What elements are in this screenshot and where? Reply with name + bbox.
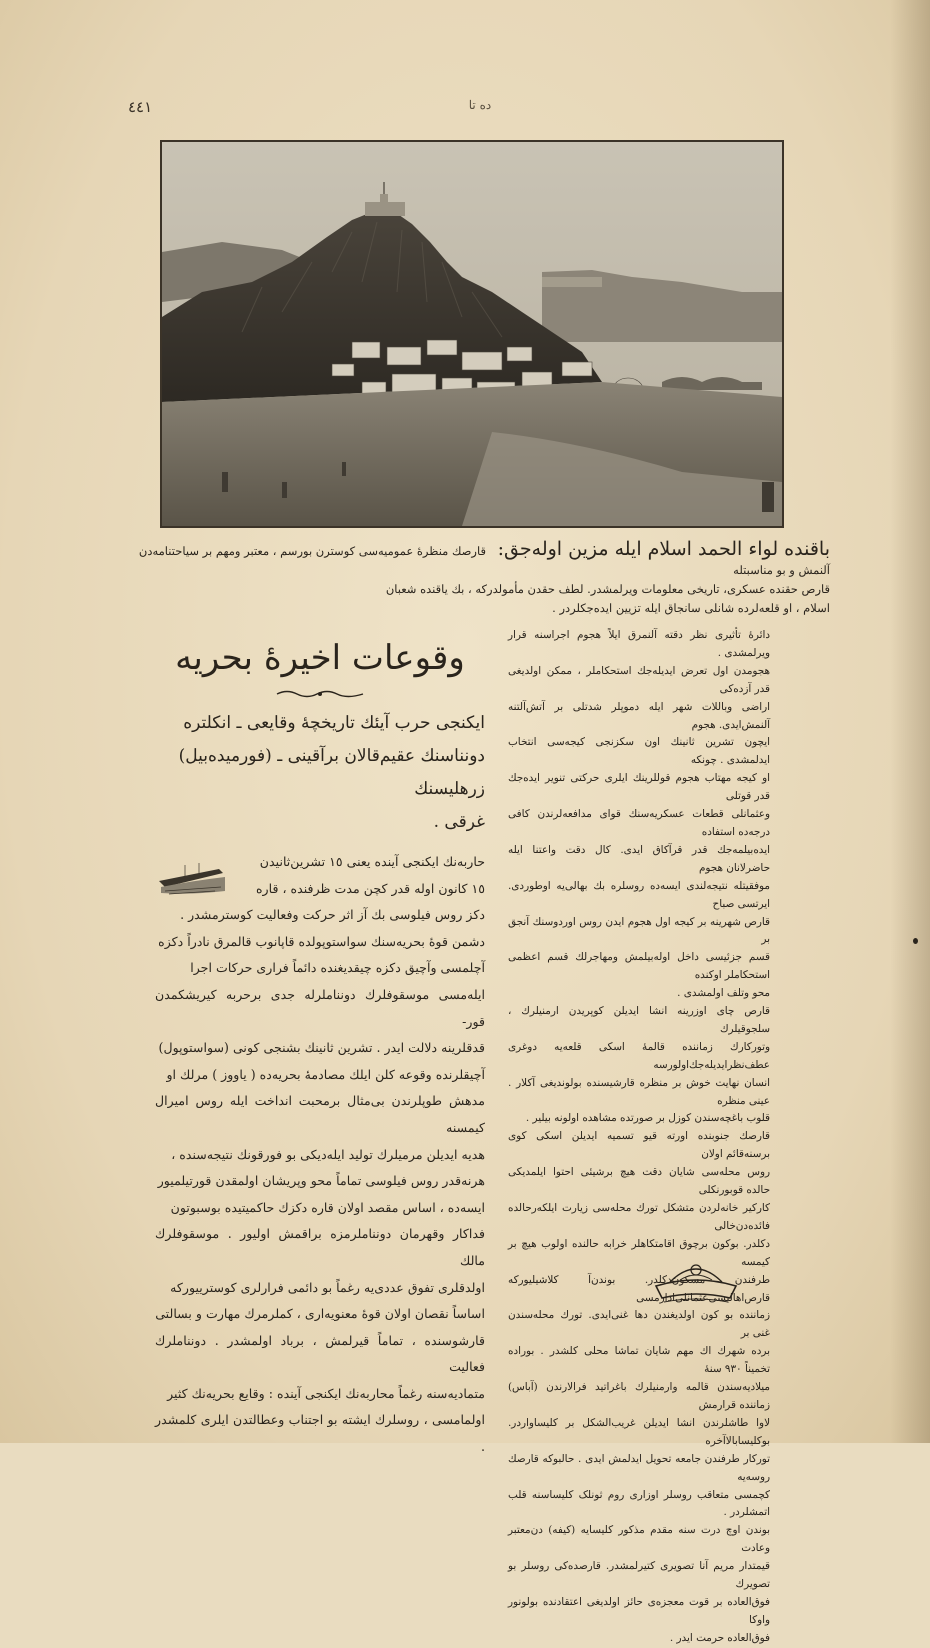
kars-line-10: محو وتلف اولمشدی . bbox=[677, 987, 770, 1000]
end-ornament-icon bbox=[650, 1252, 742, 1314]
article-line-8: مدهش طوپلرندن بی‌مثال برمحبت انداخت ایله روس امیرال کیمسنه bbox=[155, 1093, 485, 1135]
subhead-line-2: دونناسنك عقیم‌قالان برآقینی ـ (فورمیده‌بیل) زرهلیسنك bbox=[178, 746, 485, 799]
caption-text-2: قارص حقنده عسکری، تاریخی معلومات ویرلمشدر. لطف حقدن مأمولدرکه ، بك یاقنده شعبان bbox=[385, 582, 830, 596]
section-title: وقوعات اخیرهٔ بحریه bbox=[175, 638, 465, 678]
kars-line-16: روس محله‌سی شایان دقت هیچ برشیئی احتوا ایلمدیکی حالده قوبورنکلی bbox=[508, 1166, 770, 1197]
article-line-6: قدقلرینه دلالت ایدر . تشرین ثانینك بشنجی کونی (سواستوپول) bbox=[158, 1040, 485, 1056]
article-line-14: اساساً نقصان اولان قوهٔ معنویه‌اری ، کملرمرك مهارت و بسالتی bbox=[155, 1306, 485, 1322]
article-line-16: متمادیه‌سنه رغماً محاربه‌نك ایکنجی آینده : وقایع بحریه‌نك کثیر bbox=[167, 1385, 485, 1401]
kars-line-14: قلوب باغچه‌سندن کوزل بر صورتده مشاهده اولونه بیلیر . bbox=[525, 1112, 770, 1125]
naval-events-article bbox=[155, 625, 485, 1461]
article-line-12: فداکار وقهرمان دونناملرمزه براقمش اولیور . موسقوفلرك مالك bbox=[155, 1226, 485, 1268]
article-line-15: قارشوسنده ، تماماً قیرلمش ، برباد اولمشدر . دونناملرك فعالیت bbox=[155, 1332, 485, 1375]
kars-line-7: موفقیتله نتیجه‌لندی ایسه‌ده روسلره بك بهالی‌یه اوطوردی. ایرتسی صباح bbox=[508, 879, 770, 910]
kars-line-29: فوق‌العاده حرمت ایدر . bbox=[669, 1631, 770, 1644]
caption-text-3: اسلام ، او قلعه‌لرده شانلی سانجاق ایله تزیین ایده‌جکلردر . bbox=[552, 601, 830, 615]
kars-line-2: اراضی وباللات شهر ایله دموپلر شدتلی بر آتش‌آلتنه آلنمش‌ایدی. هجوم bbox=[508, 700, 770, 731]
margin-dot bbox=[913, 938, 918, 944]
kars-line-22: میلادیه‌سندن قالمه وارمنیلرك باغراتید فرالارندن (آباس) زماننده قرارمش bbox=[508, 1381, 770, 1411]
article-line-5: ایله‌مسی موسقوفلرك دونناملرله جدی برحربه کیریشکمدن قور- bbox=[155, 986, 485, 1029]
kars-citadel-photo bbox=[160, 140, 784, 528]
kars-line-8: قارص شهرینه بر کیجه اول هجوم ایدن روس اوردوسنك آنجق بر bbox=[508, 915, 770, 946]
subhead-line-3: غرقی . bbox=[433, 812, 485, 832]
article-line-17: اولمامسی ، روسلرك ایشته بو اجتناب وعطالتدن ایلری کلمشدر . bbox=[155, 1412, 485, 1455]
ornament-rule-icon bbox=[275, 689, 365, 699]
article-line-7: آچیقلرنده وقوعه کلن ایلك مصادمهٔ بحریه‌ده ( یاووز ) مرلك او bbox=[166, 1066, 485, 1082]
kars-line-17: کارکیر خانه‌لردن متشکل تورك محله‌سی زیارت ایلکه‌رحالده فائده‌دن‌خالی bbox=[508, 1202, 770, 1232]
caption-lead: باقنده لواء الحمد اسلام ایله مزین اوله‌جق: bbox=[497, 538, 830, 560]
photo-caption bbox=[130, 540, 830, 618]
kars-line-4: او کیجه مهتاب هجوم قوللرینك ایلری حرکتی تنویر ایده‌جك قدر قوتلی bbox=[508, 772, 770, 803]
kars-line-23: لاوا طاشلرندن انشا ایدیلن غریب‌الشکل بر کلیسا‌واردر. بوکلیسابالاآخره bbox=[508, 1416, 770, 1447]
kars-line-1: هجومدن اول تعرض ایدیله‌جك استحکاملر ، ممکن اولدیغی قدر آزده‌کی bbox=[508, 664, 770, 695]
ship-vignette-icon bbox=[155, 851, 227, 897]
kars-line-11: قارص چای اوزرینه انشا ایدیلن کوپریدن ارمنیلرك ، سلجوقیلرك bbox=[508, 1005, 770, 1035]
article-line-10: هرنه‌قدر روس فیلوسی تماماً محو وپریشان اولمقدن قورتیلمیور bbox=[157, 1173, 485, 1189]
kars-line-15: قارصك جنوبنده اورته قیو تسمیه ایدیلن اسکی کوی برسنه‌قائم اولان bbox=[508, 1130, 770, 1161]
kars-line-20: زماننده بو کون اولدیغندن دها غنی‌ایدی. تورك محله‌سندن غنی بر bbox=[508, 1309, 770, 1340]
caption-line-1 bbox=[130, 540, 830, 580]
kars-line-0: دائرهٔ تأثیری نظر دقته آلنمرق ایلاً هجوم اجراسنه قرار ویرلمشدی . bbox=[508, 629, 770, 659]
subhead-line-1: ایکنجی حرب آیئك تاریخچهٔ وقایعی ـ انکلتره bbox=[183, 713, 485, 733]
kars-line-28: فوق‌العاده بر قوت معجزه‌ی حائز اولدیغی اعتقادنده بولونور واوکا bbox=[508, 1595, 770, 1626]
kars-line-21: برده شهرك اك مهم شایان تماشا محلی کلشدر . بوراده تخمیناً ٩٣٠ سنهٔ bbox=[508, 1345, 770, 1376]
caption-text-1: قارصك منظرهٔ عمومیه‌سی کوسترن بورسم ، معتبر ومهم بر سیاحتنامه‌دن آلنمش و بو مناسبتله bbox=[138, 544, 830, 577]
kars-line-24: تورکار طرفندن جامعه تحویل ایدلمش ایدی . حالبوکه قارصك روسه‌یه bbox=[508, 1452, 770, 1483]
article-line-0: حاربه‌نك ایکنجی آینده یعنی ١٥ تشرین‌ثانیدن bbox=[259, 854, 485, 869]
article-line-1: ١٥ کانون اوله قدر کچن مدت ظرفنده ، قاره bbox=[255, 880, 485, 896]
kars-line-26: بوندن اوچ درت سنه مقدم مذکور کلیسایه (کیفه) دن‌معتبر وعادت bbox=[508, 1524, 770, 1555]
page-number: ٤٤١ bbox=[128, 98, 153, 116]
article-line-4: آچلمسی وآچیق دکزه چیقدیغنده دائماً فراری حرکات اجرا bbox=[190, 960, 485, 976]
kars-line-3: ایچون تشرین ثانینك اون سکزنجی کیجه‌سی انتخاب ایدلمشدی . چونکه bbox=[508, 736, 770, 767]
kars-line-25: کچمسی متعاقب روسلر اوزاری روم ثونلک کلیساسنه قلب اتمشلردر . bbox=[508, 1488, 770, 1519]
kars-line-19: طرفندن مسکون‌دکلدر. بوندن‌آ کلاشیلیورکه قارص‌اهالیسی‌عثمانلی‌ادارمسی bbox=[508, 1273, 770, 1304]
kars-line-18: دکلدر. بوکون برچوق اقامتکاهلر خرابه حالنده اولوب هیچ بر کیمسه bbox=[508, 1237, 770, 1268]
kars-article-continuation bbox=[508, 627, 770, 1648]
article-line-3: دشمن قوهٔ بحریه‌سنك سواستوپولده قاپانوب قالمرق نادراً دکزه bbox=[158, 933, 485, 949]
kars-line-12: وتورکارك زماننده قالمهٔ اسکی قلعه‌یه دوغری عطف‌نظرایدیله‌جك‌اولورسه bbox=[508, 1040, 770, 1071]
kars-line-6: ایده‌بیلمه‌جك قدر قرآکاق ایدی. کال دقت واعتنا ایله حاضرلانان هجوم bbox=[508, 843, 770, 874]
kars-line-5: وعثمانلی قطعات عسکریه‌سنك قوای مدافعه‌لرندن کافی درجه‌ده استفاده bbox=[508, 808, 770, 838]
kars-line-27: قیمتدار مریم آنا تصویری کتیرلمشدر. قارصده‌کی روسلر بو تصویرك bbox=[508, 1560, 770, 1591]
article-body bbox=[155, 849, 485, 1461]
article-line-11: ایسه‌ده ، اساس مقصد اولان قاره دکزك حاکمیتیده بوسبوتون bbox=[170, 1199, 485, 1215]
article-line-13: اولدقلری تفوق عددی‌یه رغماً بو دائمی فرارلری کوسترییورکه bbox=[170, 1279, 485, 1295]
article-line-2: دکز روس فیلوسی بك آز اثر حرکت وفعالیت کوسترمشدر . bbox=[180, 907, 485, 923]
kars-line-9: قسم جزئیسی داخل اوله‌بیلمش ومهاجرلك قسم اعظمی استحکاملر اوکنده bbox=[508, 951, 770, 982]
running-head: ده تا bbox=[468, 98, 492, 112]
kars-line-13: انسان نهایت خوش بر منظره قارشیسنده بولوندیغی آکلار . عینی منظره bbox=[508, 1076, 770, 1107]
page-edge-shadow bbox=[890, 0, 930, 1443]
article-line-9: هدیه ایدیلن مرمیلرك تولید ایله‌دیکی بو فورقونك نتیجه‌سنده ، bbox=[171, 1146, 485, 1162]
